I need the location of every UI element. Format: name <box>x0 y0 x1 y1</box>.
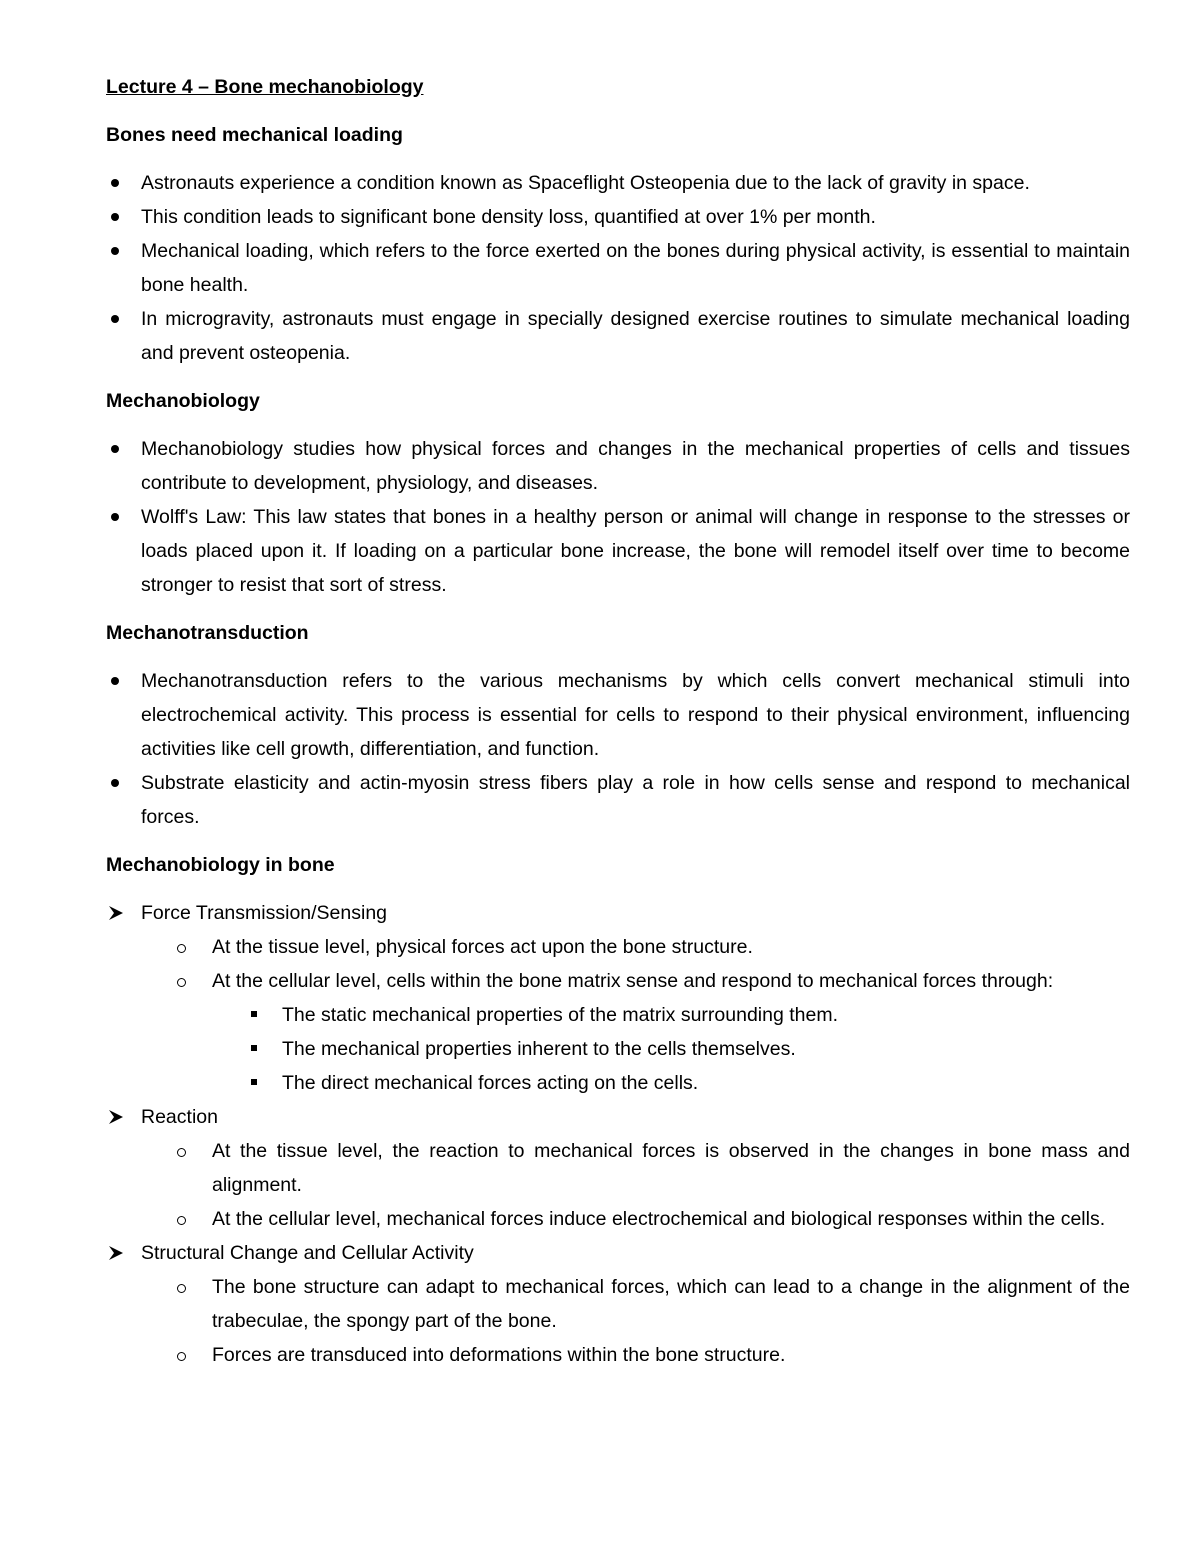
square-bullet-icon <box>251 1079 257 1085</box>
section-heading: Mechanotransduction <box>106 622 309 644</box>
bullet-icon <box>111 779 119 787</box>
section-heading: Mechanobiology in bone <box>106 854 335 876</box>
bullet-list <box>106 166 1130 370</box>
section-heading: Bones need mechanical loading <box>106 124 403 146</box>
section-heading: Mechanobiology <box>106 390 260 412</box>
bullet-icon <box>111 315 119 323</box>
bullet-list <box>106 432 1130 602</box>
bullet-icon <box>111 513 119 521</box>
list-item: At the cellular level, mechanical forces induce electrochemical and biological responses within the cells. <box>106 1202 1130 1236</box>
list-item: Forces are transduced into deformations within the bone structure. <box>106 1338 1130 1372</box>
arrowhead-bullet-icon <box>106 1236 132 1270</box>
list-item: This condition leads to significant bone density loss, quantified at over 1% per month. <box>106 200 1130 234</box>
list-item: Mechanical loading, which refers to the force exerted on the bones during physical activity, is essential to maintain bone health. <box>106 234 1130 302</box>
list-item: At the cellular level, cells within the bone matrix sense and respond to mechanical forces through: <box>106 964 1130 998</box>
circle-bullet-icon <box>177 978 186 987</box>
circle-bullet-icon <box>177 1284 186 1293</box>
list-item: At the tissue level, physical forces act upon the bone structure. <box>106 930 1130 964</box>
circle-bullet-icon <box>177 1148 186 1157</box>
bullet-list <box>106 664 1130 834</box>
bullet-icon <box>111 677 119 685</box>
circle-bullet-icon <box>177 944 186 953</box>
square-bullet-icon <box>251 1011 257 1017</box>
list-item: Mechanobiology studies how physical forces and changes in the mechanical properties of cells and tissues contribute to development, physiology, and diseases. <box>106 432 1130 500</box>
list-item: Structural Change and Cellular Activity <box>106 1236 1130 1270</box>
document-page <box>106 70 1130 1372</box>
list-item: Reaction <box>106 1100 1130 1134</box>
circle-bullet-icon <box>177 1216 186 1225</box>
list-item: Force Transmission/Sensing <box>106 896 1130 930</box>
list-item: Substrate elasticity and actin-myosin stress fibers play a role in how cells sense and respond to mechanical forces. <box>106 766 1130 834</box>
square-bullet-icon <box>251 1045 257 1051</box>
list-item: The mechanical properties inherent to the cells themselves. <box>106 1032 1130 1066</box>
list-item: The bone structure can adapt to mechanical forces, which can lead to a change in the alignment of the trabeculae, the spongy part of the bone. <box>106 1270 1130 1338</box>
list-item: Astronauts experience a condition known as Spaceflight Osteopenia due to the lack of gravity in space. <box>106 166 1130 200</box>
arrowhead-bullet-icon <box>106 896 132 930</box>
arrowhead-bullet-icon <box>106 1100 132 1134</box>
bullet-icon <box>111 445 119 453</box>
page-title: Lecture 4 – Bone mechanobiology <box>106 76 424 98</box>
bullet-icon <box>111 247 119 255</box>
list-item: In microgravity, astronauts must engage in specially designed exercise routines to simulate mechanical loading and prevent osteopenia. <box>106 302 1130 370</box>
circle-bullet-icon <box>177 1352 186 1361</box>
list-item: The static mechanical properties of the matrix surrounding them. <box>106 998 1130 1032</box>
list-item: Mechanotransduction refers to the various mechanisms by which cells convert mechanical stimuli into electrochemical activity. This process is essential for cells to respond to their physical environment, influencing activities like cell growth, differentiation, and function. <box>106 664 1130 766</box>
list-item: At the tissue level, the reaction to mechanical forces is observed in the changes in bone mass and alignment. <box>106 1134 1130 1202</box>
list-item: The direct mechanical forces acting on the cells. <box>106 1066 1130 1100</box>
bullet-icon <box>111 213 119 221</box>
bullet-icon <box>111 179 119 187</box>
list-item: Wolff's Law: This law states that bones in a healthy person or animal will change in response to the stresses or loads placed upon it. If loading on a particular bone increase, the bone will remodel itself over time to become stronger to resist that sort of stress. <box>106 500 1130 602</box>
